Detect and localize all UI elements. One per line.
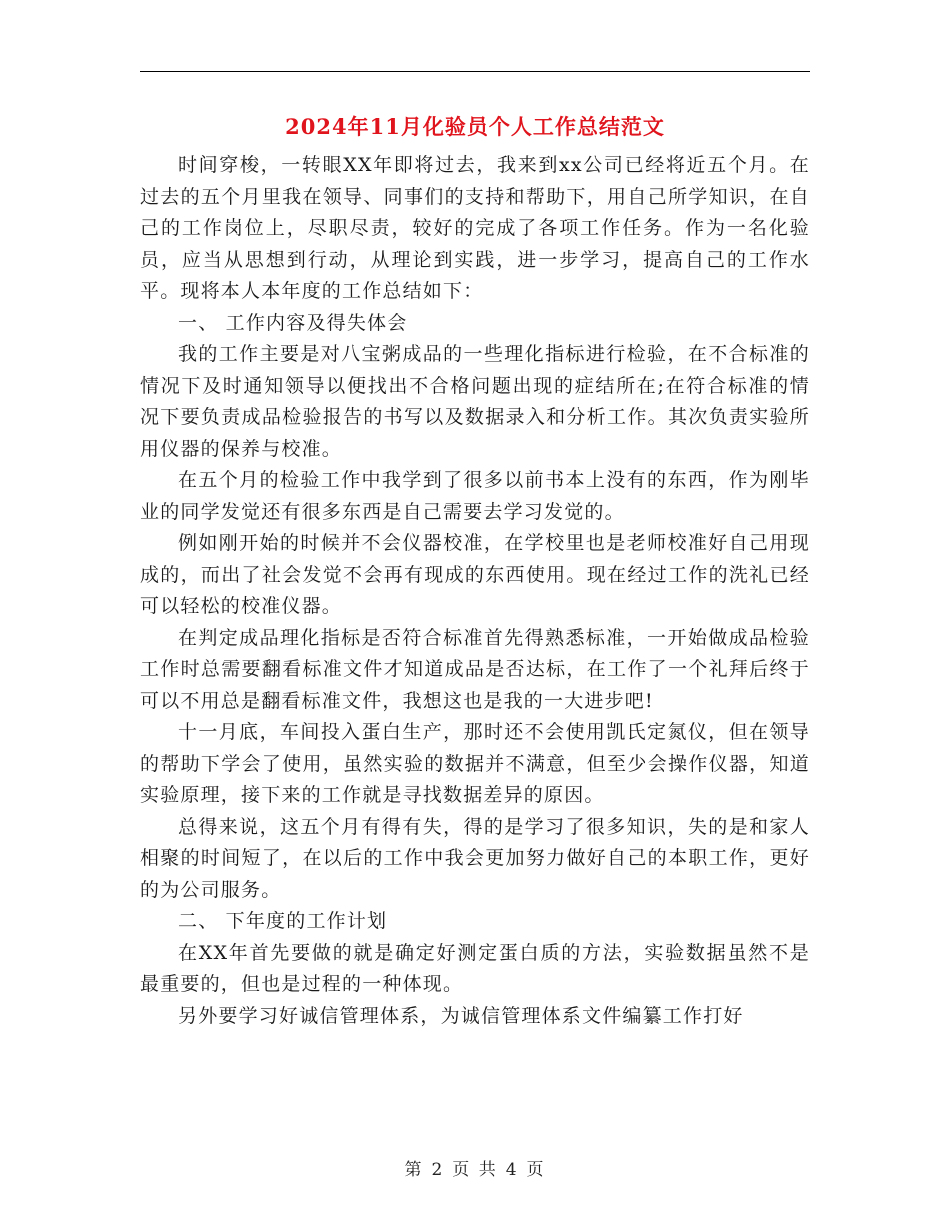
paragraph-intro: 时间穿梭，一转眼XX年即将过去，我来到xx公司已经将近五个月。在过去的五个月里我在领导、同事们的支持和帮助下，用自己所学知识，在自己的工作岗位上，尽职尽责，较好的完成了各项工作任务。作为一名化验员，应当从思想到行动，从理论到实践，进一步学习，提高自己的工作水平。现将本人本年度的工作总结如下： <box>140 154 810 302</box>
section-heading-1: 一、 工作内容及得失体会 <box>178 311 408 334</box>
paragraph: 十一月底，车间投入蛋白生产，那时还不会使用凯氏定氮仪，但在领导的帮助下学会了使用，虽然实验的数据并不满意，但至少会操作仪器，知道实验原理，接下来的工作就是寻找数据差异的原因。 <box>140 721 810 806</box>
header-rule <box>140 71 810 72</box>
paragraph: 在五个月的检验工作中我学到了很多以前书本上没有的东西，作为刚毕业的同学发觉还有很多东西是自己需要去学习发觉的。 <box>140 469 810 523</box>
footer-middle: 页 共 <box>452 1160 498 1180</box>
paragraph: 我的工作主要是对八宝粥成品的一些理化指标进行检验，在不合标准的情况下及时通知领导以便找出不合格问题出现的症结所在;在符合标准的情况下要负责成品检验报告的书写以及数据录入和分析工作。其次负责实验所用仪器的保养与校准。 <box>140 343 810 460</box>
paragraph: 在XX年首先要做的就是确定好测定蛋白质的方法，实验数据虽然不是最重要的，但也是过程的一种体现。 <box>140 941 810 995</box>
paragraph: 总得来说，这五个月有得有失，得的是学习了很多知识，失的是和家人相聚的时间短了，在以后的工作中我会更加努力做好自己的本职工作，更好的为公司服务。 <box>140 815 810 901</box>
page-footer <box>0 1155 950 1180</box>
footer-prefix: 第 <box>404 1160 424 1180</box>
paragraph: 另外要学习好诚信管理体系，为诚信管理体系文件编纂工作打好 <box>178 1004 744 1027</box>
document-body <box>140 150 810 1032</box>
section-heading-2: 二、 下年度的工作计划 <box>178 910 388 932</box>
footer-total-pages: 4 <box>505 1160 519 1180</box>
paragraph: 例如刚开始的时候并不会仪器校准，在学校里也是老师校准好自己用现成的，而出了社会发觉不会再有现成的东西使用。现在经过工作的洗礼已经可以轻松的校准仪器。 <box>140 532 810 617</box>
footer-suffix: 页 <box>526 1160 546 1180</box>
footer-page-number: 2 <box>431 1160 445 1180</box>
document-title: 2024年11月化验员个人工作总结范文 <box>285 114 665 139</box>
paragraph: 在判定成品理化指标是否符合标准首先得熟悉标准，一开始做成品检验工作时总需要翻看标准文件才知道成品是否达标，在工作了一个礼拜后终于可以不用总是翻看标准文件，我想这也是我的一大进步吧! <box>140 626 810 712</box>
